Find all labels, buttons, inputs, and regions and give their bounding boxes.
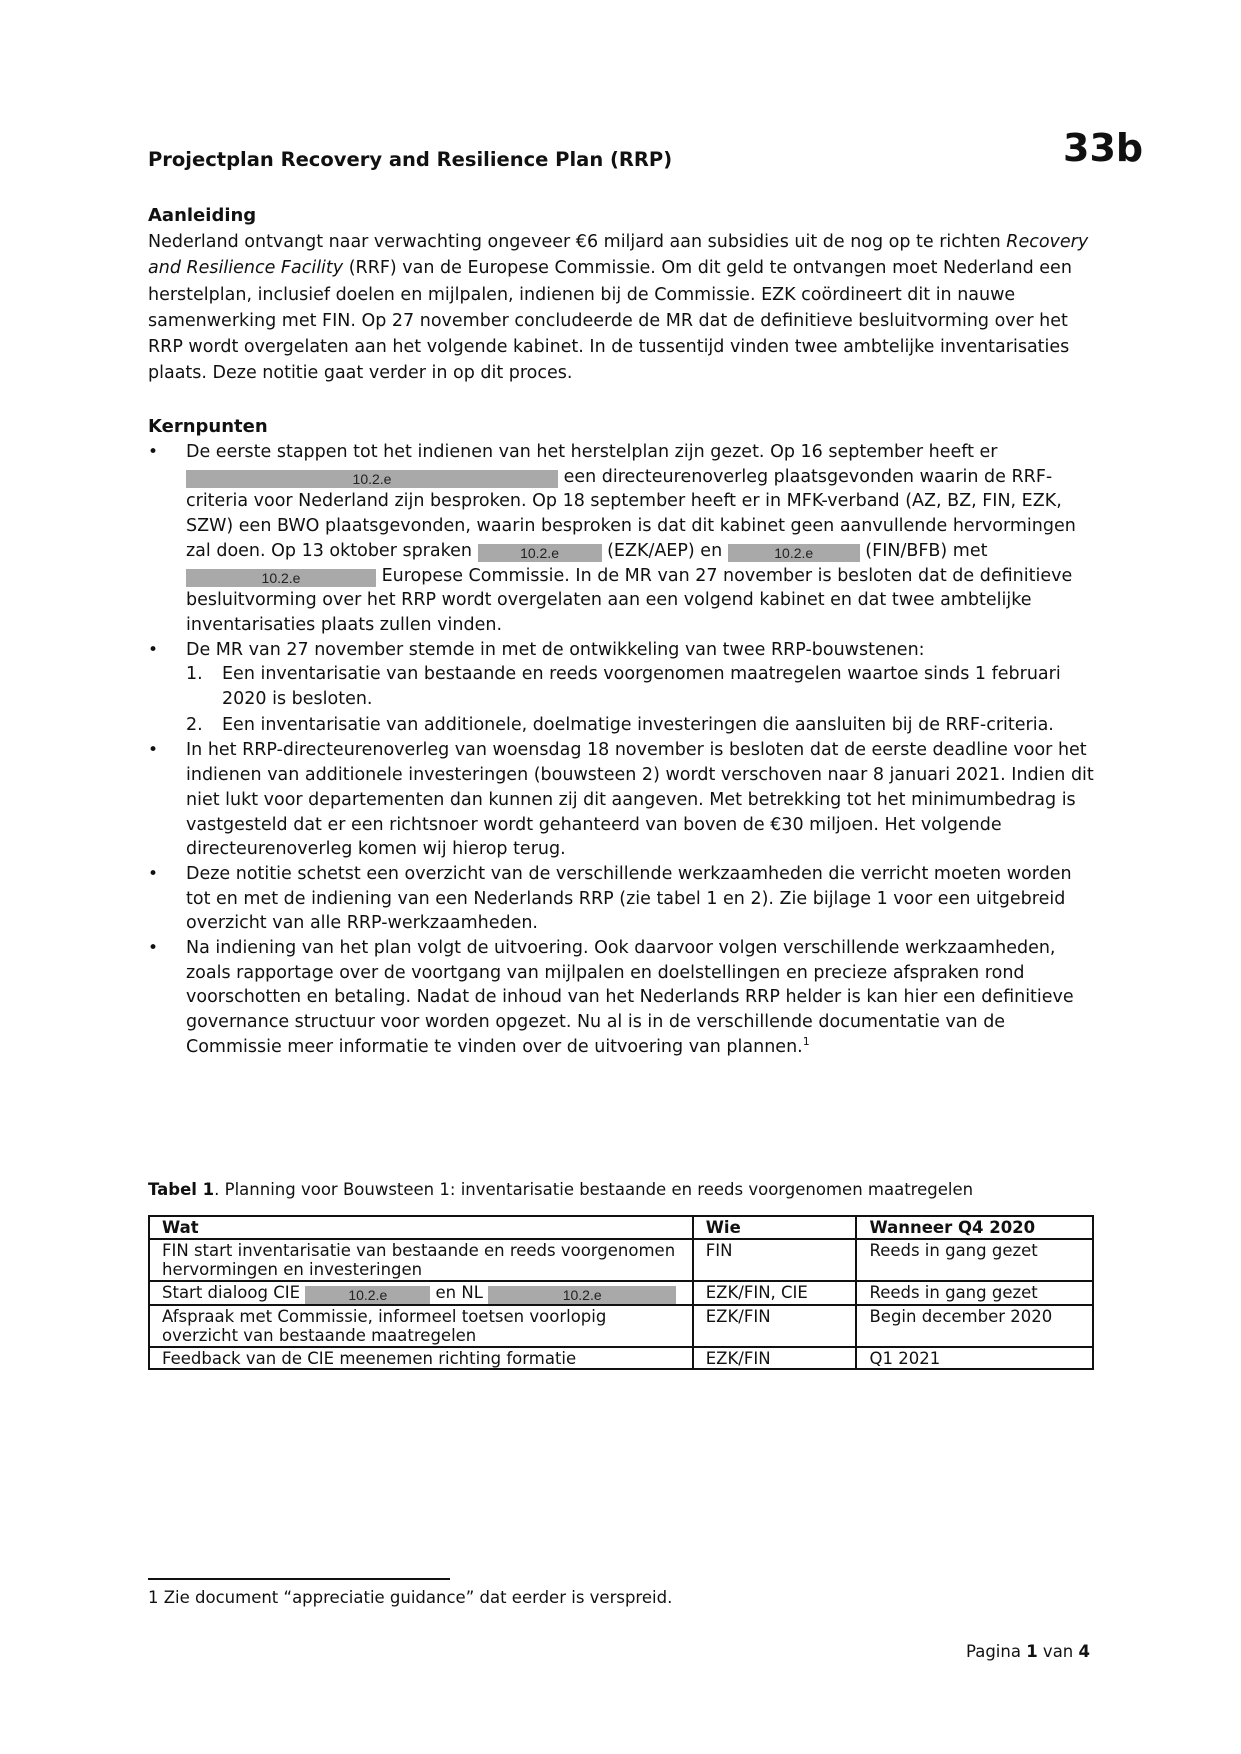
- list-item: 1. Een inventarisatie van bestaande en reeds voorgenomen maatregelen waartoe sinds 1 februari 2020 is besloten.: [186, 664, 1061, 710]
- table-cell: Q1 2021: [856, 1347, 1093, 1370]
- intro-paragraph: Nederland ontvangt naar verwachting ongeveer €6 miljard aan subsidies uit de nog op te richten Recovery and Resilience Facility (RRF) van de Europese Commissie. Om dit geld te ontvangen moet Nederland een herstelplan, inclusief doelen en mijlpalen, indienen bij de Commissie. EZK coördineert dit in nauwe samenwerking met FIN. Op 27 november concludeerde de MR dat de definitieve besluitvorming over het RRP wordt overgelaten aan het volgende kabinet. In de tussentijd vinden twee ambtelijke inventarisaties plaats. Deze notitie gaat verder in op dit proces.: [148, 232, 1089, 384]
- table-cell: EZK/FIN, CIE: [693, 1281, 857, 1305]
- list-item: • Na indiening van het plan volgt de uitvoering. Ook daarvoor volgen verschillende werkzaamheden, zoals rapportage over de voortgang van mijlpalen en doelstellingen en precieze afspraken rond voorschotten en betaling. Nadat de inhoud van het Nederlands RRP helder is kan hier een definitieve governance structuur voor worden opgezet. Nu al is in de verschillende documentatie van de Commissie meer informatie te vinden over de uitvoering van plannen.$^1$: [148, 936, 1098, 1060]
- table-row: [149, 1347, 1093, 1370]
- redaction-box: 10.2.e: [186, 569, 376, 587]
- table-cell: FIN: [693, 1239, 857, 1281]
- section-heading: Aanleiding: [148, 205, 257, 226]
- section-kernpunten: [148, 414, 1098, 1060]
- doc-number: 33b: [1063, 126, 1144, 170]
- table-caption: Tabel 1. Planning voor Bouwsteen 1: inventarisatie bestaande en reeds voorgenomen maatregelen: [148, 1180, 974, 1199]
- redaction-box: 10.2.e: [488, 1286, 676, 1304]
- column-header: Wanneer Q4 2020: [856, 1216, 1093, 1239]
- table-row: [149, 1281, 1093, 1305]
- page-indicator: Pagina 1 van 4: [966, 1642, 1090, 1661]
- table-header-row: [149, 1216, 1093, 1239]
- list-item: 2. Een inventarisatie van additionele, doelmatige investeringen die aansluiten bij de RRF-criteria.: [186, 714, 1054, 735]
- section-heading: Kernpunten: [148, 416, 268, 437]
- table-cell: Reeds in gang gezet: [856, 1239, 1093, 1281]
- table-row: [149, 1239, 1093, 1281]
- redaction-box: 10.2.e: [728, 544, 860, 562]
- table-cell: EZK/FIN: [693, 1305, 857, 1347]
- footnote-divider: [148, 1578, 450, 1580]
- section-aanleiding: [148, 203, 1098, 387]
- bouwstenen-list: [186, 662, 1098, 737]
- table-cell: Feedback van de CIE meenemen richting formatie: [149, 1347, 693, 1370]
- column-header: Wie: [693, 1216, 857, 1239]
- footnote: 1 Zie document “appreciatie guidance” dat eerder is verspreid.: [148, 1588, 673, 1607]
- column-header: Wat: [149, 1216, 693, 1239]
- kernpunten-list: [148, 440, 1098, 1060]
- page-title: Projectplan Recovery and Resilience Plan (RRP): [148, 148, 673, 171]
- table-cell: EZK/FIN: [693, 1347, 857, 1370]
- list-item: • De eerste stappen tot het indienen van het herstelplan zijn gezet. Op 16 september heeft er 10.2.e een directeurenoverleg plaatsgevonden waarin de RRF-criteria voor Nederland zijn besproken. Op 18 september heeft er in MFK-verband (AZ, BZ, FIN, EZK, SZW) een BWO plaatsgevonden, waarin besproken is dat dit kabinet geen aanvullende hervormingen zal doen. Op 13 oktober spraken 10.2.e (EZK/AEP) en 10.2.e (FIN/BFB) met 10.2.e Europese Commissie. In de MR van 27 november is besloten dat de definitieve besluitvorming over het RRP wordt overgelaten aan een volgend kabinet en dat twee ambtelijke inventarisaties plaats zullen vinden.: [148, 440, 1098, 638]
- redaction-box: 10.2.e: [305, 1286, 430, 1304]
- redaction-box: 10.2.e: [186, 470, 558, 488]
- table-cell: Afspraak met Commissie, informeel toetsen voorlopig overzicht van bestaande maatregelen: [149, 1305, 693, 1347]
- table-cell: FIN start inventarisatie van bestaande en reeds voorgenomen hervormingen en investeringen: [149, 1239, 693, 1281]
- list-item: • In het RRP-directeurenoverleg van woensdag 18 november is besloten dat de eerste deadline voor het indienen van additionele investeringen (bouwsteen 2) wordt verschoven naar 8 januari 2021. Indien dit niet lukt voor departementen dan kunnen zij dit aangeven. Met betrekking tot het minimumbedrag is vastgesteld dat er een richtsnoer wordt gehanteerd van boven de €30 miljoen. Het volgende directeurenoverleg komen wij hierop terug.: [148, 738, 1098, 862]
- table-cell: Reeds in gang gezet: [856, 1281, 1093, 1305]
- redaction-box: 10.2.e: [478, 544, 602, 562]
- list-item: • Deze notitie schetst een overzicht van de verschillende werkzaamheden die verricht moeten worden tot en met de indiening van een Nederlands RRP (zie tabel 1 en 2). Zie bijlage 1 voor een uitgebreid overzicht van alle RRP-werkzaamheden.: [148, 862, 1098, 936]
- table-cell: Begin december 2020: [856, 1305, 1093, 1347]
- table-row: [149, 1305, 1093, 1347]
- table-cell: Start dialoog CIE 10.2.e en NL 10.2.e: [149, 1281, 693, 1305]
- planning-table: [148, 1215, 1094, 1370]
- list-item: • De MR van 27 november stemde in met de ontwikkeling van twee RRP-bouwstenen: 1. Een inventarisatie van bestaande en reeds voorgenomen maatregelen waartoe sinds 1 februari 2020 is besloten. 2. Een inventarisatie van additionele, doelmatige investeringen die aansluiten bij de RRF-criteria.: [148, 638, 1098, 738]
- footnote-marker: 1: [802, 1035, 810, 1049]
